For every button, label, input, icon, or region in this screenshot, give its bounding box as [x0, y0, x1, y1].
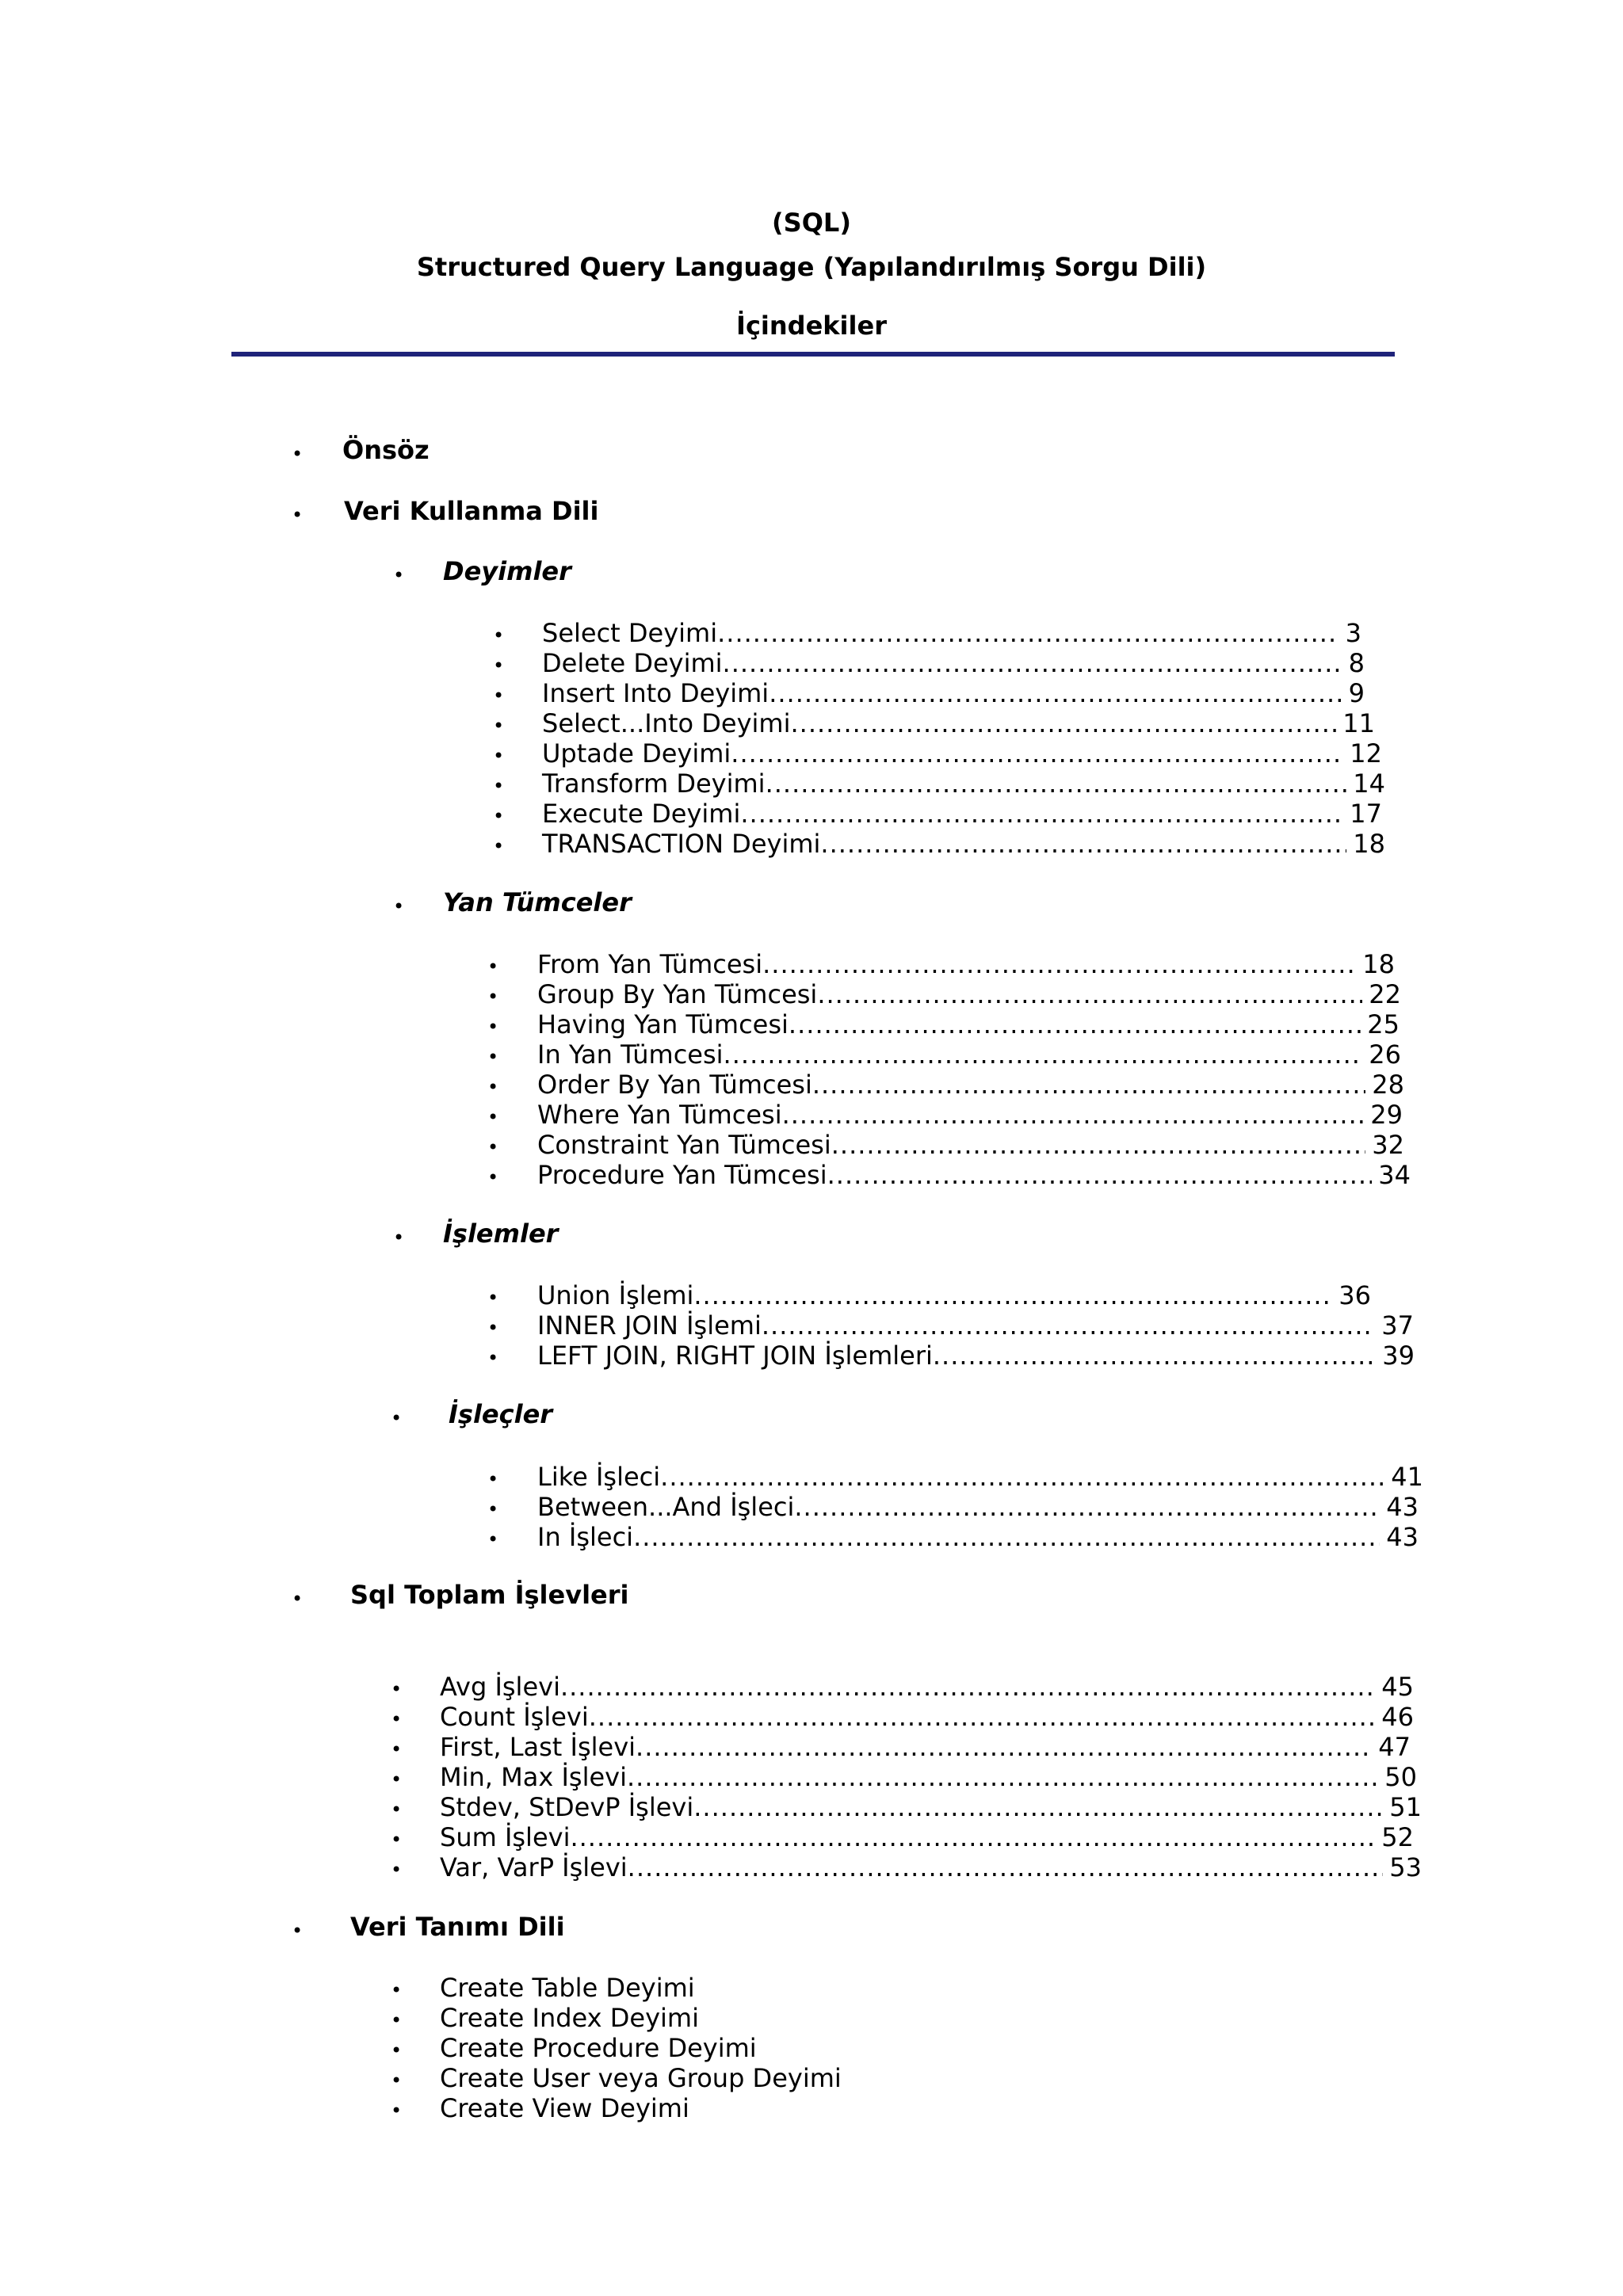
dot-leader: [789, 1009, 1361, 1039]
bullet-icon: •: [391, 2039, 403, 2061]
bullet-icon: •: [487, 1347, 499, 1369]
bullet-icon: •: [393, 895, 405, 917]
toc-entry-label: Between...And İşleci: [537, 1492, 795, 1522]
toc-entry-label: Where Yan Tümcesi: [537, 1100, 782, 1130]
toc-entry: [537, 979, 1401, 1009]
toc-entry-page: 29: [1370, 1100, 1403, 1130]
toc-entry-label: Union İşlemi: [537, 1280, 694, 1310]
toc-entry-label: Select Deyimi: [542, 618, 718, 648]
toc-entry: [440, 1762, 1417, 1792]
toc-entry-label: Insert Into Deyimi: [542, 678, 769, 708]
toc-entry-page: 14: [1353, 769, 1385, 799]
toc-entry: [542, 738, 1382, 769]
header-rule: [231, 352, 1395, 357]
toc-entry-label: Stdev, StDevP İşlevi: [440, 1792, 694, 1822]
toc-subheading-islecler: İşleçler: [449, 1399, 553, 1429]
dot-leader: [782, 1100, 1365, 1130]
toc-heading-onsoz: Önsöz: [342, 435, 430, 465]
toc-entry-label: Delete Deyimi: [542, 648, 723, 678]
toc-entry: [537, 1341, 1415, 1371]
toc-entry-label: Create Table Deyimi: [440, 1973, 695, 2003]
toc-entry-page: 43: [1386, 1522, 1419, 1552]
toc-entry-label: Sum İşlevi: [440, 1822, 571, 1852]
toc-entry: [537, 1280, 1371, 1310]
bullet-icon: •: [493, 715, 505, 737]
toc-entry: [537, 1492, 1419, 1522]
bullet-icon: •: [391, 2069, 403, 2092]
dot-leader: [766, 769, 1347, 799]
dot-leader: [636, 1732, 1372, 1762]
dot-leader: [560, 1672, 1375, 1702]
toc-entry-page: 46: [1381, 1702, 1414, 1732]
bullet-icon: •: [391, 1407, 403, 1429]
toc-entry-label: Constraint Yan Tümcesi: [537, 1130, 831, 1160]
dot-leader: [794, 1492, 1380, 1522]
toc-entry-label: TRANSACTION Deyimi: [542, 829, 821, 859]
toc-entry-page: 26: [1369, 1039, 1401, 1070]
toc-entry-page: 9: [1348, 678, 1365, 708]
bullet-icon: •: [391, 1678, 403, 1700]
bullet-icon: •: [487, 1076, 499, 1098]
toc-entry: [537, 1009, 1400, 1039]
bullet-icon: •: [487, 1166, 499, 1188]
toc-entry-page: 17: [1350, 799, 1382, 829]
toc-entry-label: Count İşlevi: [440, 1702, 589, 1732]
toc-entry-page: 52: [1381, 1822, 1414, 1852]
toc-entry: [542, 708, 1375, 738]
toc-entry-label: Create User veya Group Deyimi: [440, 2063, 842, 2093]
toc-subheading-islemler: İşlemler: [443, 1219, 559, 1249]
dot-leader: [790, 708, 1336, 738]
toc-entry: [542, 829, 1385, 859]
toc-entry: [542, 769, 1385, 799]
toc-entry-page: 47: [1378, 1732, 1411, 1762]
toc-entry-label: Select...Into Deyimi: [542, 708, 791, 738]
toc-entry-page: 53: [1389, 1852, 1422, 1882]
bullet-icon: •: [493, 624, 505, 646]
bullet-icon: •: [487, 1468, 499, 1490]
toc-entry-label: Create Procedure Deyimi: [440, 2033, 757, 2063]
bullet-icon: •: [391, 1708, 403, 1730]
bullet-icon: •: [487, 1046, 499, 1068]
toc-entry-label: In Yan Tümcesi: [537, 1039, 724, 1070]
toc-entry-label: Having Yan Tümcesi: [537, 1009, 789, 1039]
toc-entry: [440, 1672, 1414, 1702]
bullet-icon: •: [391, 1768, 403, 1791]
toc-heading-sql-toplam-islevleri: Sql Toplam İşlevleri: [350, 1580, 629, 1610]
toc-entry-page: 37: [1381, 1310, 1414, 1341]
toc-entry-page: 50: [1384, 1762, 1417, 1792]
dot-leader: [740, 799, 1343, 829]
contents-heading: İçindekiler: [736, 311, 887, 341]
toc-entry: [537, 949, 1395, 979]
toc-entry-label: Create View Deyimi: [440, 2093, 689, 2123]
toc-entry-label: Create Index Deyimi: [440, 2003, 699, 2033]
toc-entry-page: 3: [1345, 618, 1361, 648]
dot-leader: [724, 1039, 1363, 1070]
toc-entry: [440, 1852, 1422, 1882]
dot-leader: [731, 738, 1343, 769]
toc-entry: [537, 1462, 1423, 1492]
bullet-icon: •: [487, 1317, 499, 1339]
bullet-icon: •: [292, 1588, 304, 1610]
dot-leader: [831, 1130, 1366, 1160]
document-acronym: (SQL): [772, 208, 851, 238]
dot-leader: [627, 1762, 1378, 1792]
toc-entry-page: 39: [1382, 1341, 1415, 1371]
toc-entry: [542, 799, 1382, 829]
toc-entry-page: 43: [1386, 1492, 1419, 1522]
dot-leader: [628, 1852, 1384, 1882]
bullet-icon: •: [391, 2100, 403, 2122]
toc-entry-label: Like İşleci: [537, 1462, 661, 1492]
toc-entry-label: Procedure Yan Tümcesi: [537, 1160, 827, 1190]
dot-leader: [723, 648, 1342, 678]
toc-entry: [537, 1039, 1401, 1070]
toc-entry-label: Uptade Deyimi: [542, 738, 731, 769]
bullet-icon: •: [292, 443, 304, 465]
bullet-icon: •: [393, 1226, 405, 1249]
dot-leader: [762, 949, 1356, 979]
toc-entry-page: 32: [1372, 1130, 1404, 1160]
toc-entry: [440, 1792, 1422, 1822]
toc-entry-label: Min, Max İşlevi: [440, 1762, 627, 1792]
bullet-icon: •: [487, 955, 499, 978]
dot-leader: [589, 1702, 1376, 1732]
dot-leader: [693, 1280, 1332, 1310]
dot-leader: [660, 1462, 1384, 1492]
toc-heading-veri-tanimi-dili: Veri Tanımı Dili: [350, 1912, 565, 1942]
toc-entry-label: Order By Yan Tümcesi: [537, 1070, 812, 1100]
toc-entry-label: Avg İşlevi: [440, 1672, 560, 1702]
toc-entry-page: 18: [1353, 829, 1385, 859]
dot-leader: [827, 1160, 1373, 1190]
document-title: Structured Query Language (Yapılandırılmış Sorgu Dili): [416, 252, 1207, 282]
bullet-icon: •: [292, 1920, 304, 1942]
bullet-icon: •: [391, 1829, 403, 1851]
toc-entry-page: 25: [1367, 1009, 1400, 1039]
toc-entry-page: 34: [1378, 1160, 1411, 1190]
toc-entry-page: 36: [1338, 1280, 1371, 1310]
toc-entry: [537, 1522, 1419, 1552]
dot-leader: [769, 678, 1342, 708]
toc-entry-label: In İşleci: [537, 1522, 634, 1552]
bullet-icon: •: [391, 1859, 403, 1881]
toc-entry: [537, 1160, 1411, 1190]
toc-entry-page: 8: [1348, 648, 1365, 678]
dot-leader: [933, 1341, 1376, 1371]
toc-entry-page: 11: [1342, 708, 1375, 738]
dot-leader: [717, 618, 1339, 648]
bullet-icon: •: [493, 835, 505, 857]
bullet-icon: •: [391, 1979, 403, 2001]
bullet-icon: •: [487, 1498, 499, 1520]
bullet-icon: •: [393, 564, 405, 586]
dot-leader: [570, 1822, 1375, 1852]
toc-entry: [542, 648, 1365, 678]
dot-leader: [762, 1310, 1375, 1341]
bullet-icon: •: [487, 1106, 499, 1128]
toc-subheading-deyimler: Deyimler: [443, 556, 571, 586]
toc-entry-label: Group By Yan Tümcesi: [537, 979, 818, 1009]
toc-entry-page: 12: [1350, 738, 1382, 769]
toc-entry-label: From Yan Tümcesi: [537, 949, 763, 979]
toc-entry: [537, 1130, 1404, 1160]
toc-subheading-yan-tumceler: Yan Tümceler: [443, 887, 632, 917]
bullet-icon: •: [391, 1738, 403, 1760]
toc-entry-page: 28: [1372, 1070, 1404, 1100]
bullet-icon: •: [487, 1528, 499, 1550]
toc-entry-label: Transform Deyimi: [542, 769, 766, 799]
dot-leader: [817, 979, 1362, 1009]
bullet-icon: •: [493, 805, 505, 827]
toc-entry-page: 18: [1362, 949, 1395, 979]
dot-leader: [812, 1070, 1365, 1100]
toc-entry-page: 22: [1369, 979, 1401, 1009]
toc-entry: [537, 1310, 1414, 1341]
toc-entry-label: First, Last İşlevi: [440, 1732, 636, 1762]
toc-entry-label: INNER JOIN İşlemi: [537, 1310, 762, 1341]
toc-entry: [542, 678, 1365, 708]
toc-entry: [440, 1702, 1414, 1732]
toc-entry-label: Execute Deyimi: [542, 799, 741, 829]
toc-entry-page: 41: [1391, 1462, 1423, 1492]
toc-entry-page: 51: [1389, 1792, 1422, 1822]
dot-leader: [693, 1792, 1383, 1822]
toc-entry-label: LEFT JOIN, RIGHT JOIN İşlemleri: [537, 1341, 933, 1371]
toc-entry: [542, 618, 1361, 648]
bullet-icon: •: [487, 986, 499, 1008]
bullet-icon: •: [487, 1016, 499, 1038]
bullet-icon: •: [487, 1287, 499, 1309]
toc-entry: [440, 1732, 1411, 1762]
bullet-icon: •: [292, 504, 304, 526]
bullet-icon: •: [493, 745, 505, 767]
toc-entry-label: Var, VarP İşlevi: [440, 1852, 628, 1882]
dot-leader: [820, 829, 1346, 859]
bullet-icon: •: [493, 654, 505, 677]
bullet-icon: •: [391, 1798, 403, 1821]
bullet-icon: •: [493, 775, 505, 797]
toc-entry: [440, 1822, 1414, 1852]
toc-heading-veri-kullanma-dili: Veri Kullanma Dili: [344, 496, 599, 526]
toc-entry: [537, 1100, 1403, 1130]
toc-entry: [537, 1070, 1404, 1100]
dot-leader: [633, 1522, 1380, 1552]
toc-entry-page: 45: [1381, 1672, 1414, 1702]
bullet-icon: •: [493, 685, 505, 707]
bullet-icon: •: [391, 2009, 403, 2031]
bullet-icon: •: [487, 1136, 499, 1158]
